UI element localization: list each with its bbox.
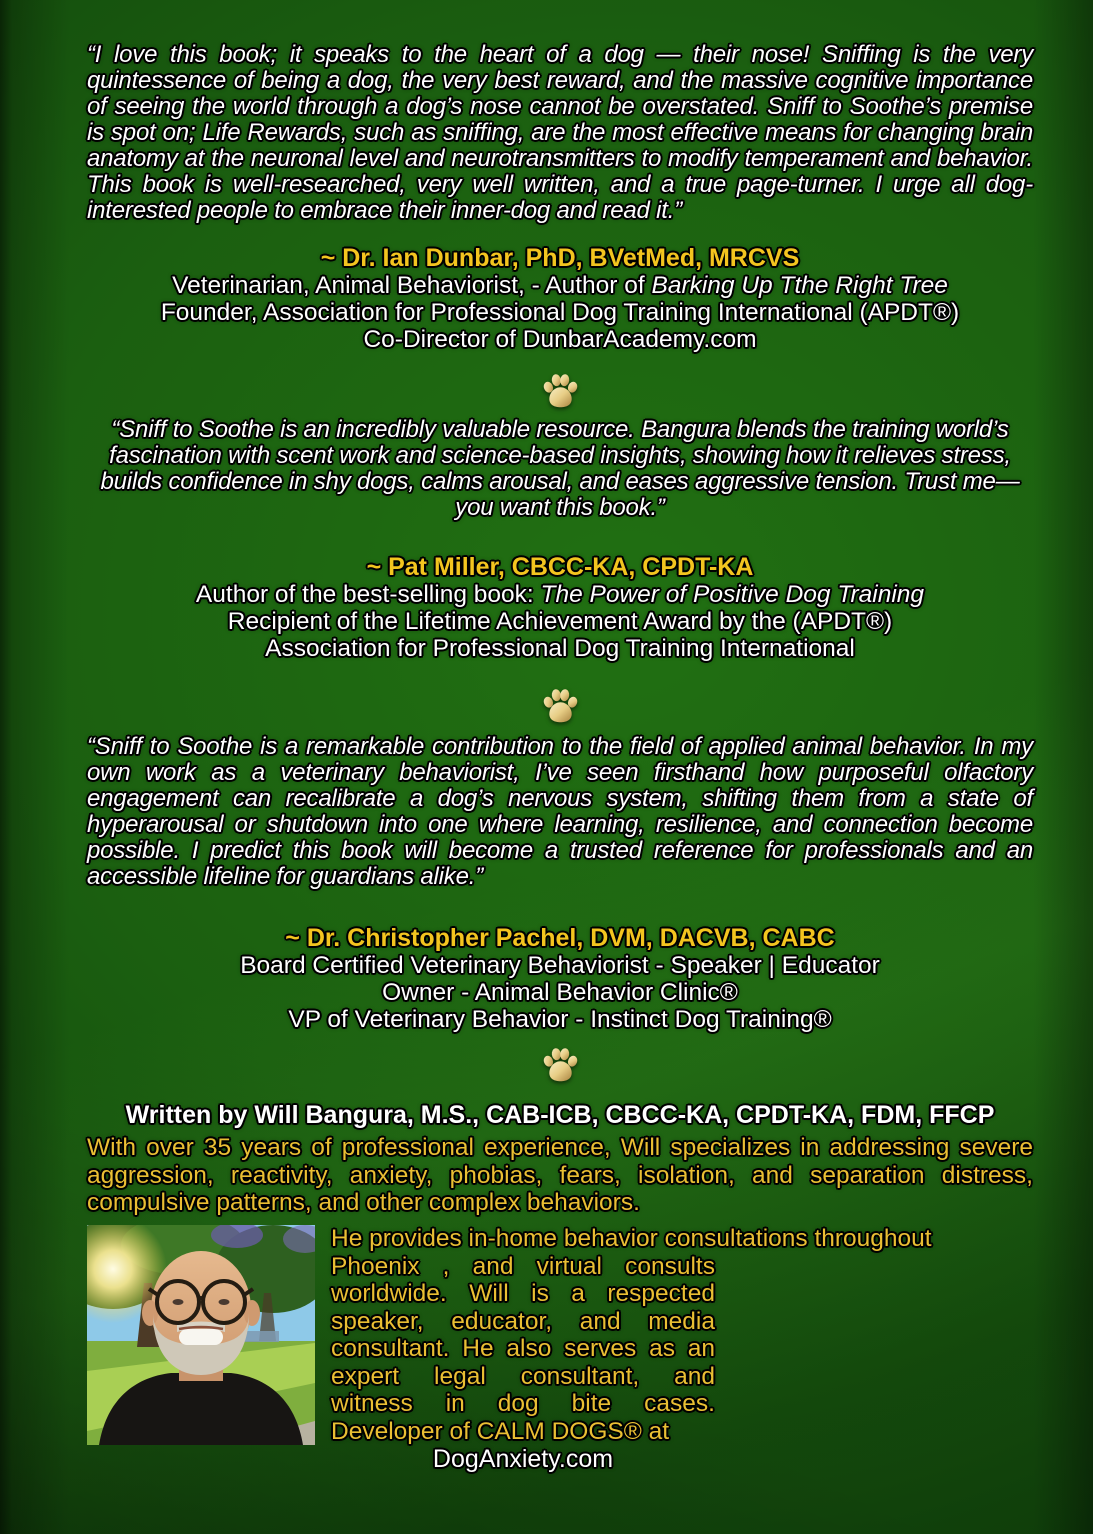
- bio-consult-line: He provides in-home behavior consultations throughout: [331, 1224, 932, 1252]
- testimonial-dunbar: [87, 42, 1033, 353]
- website-text: DogAnxiety.com: [432, 1445, 614, 1473]
- attribution-text: Veterinarian, Animal Behaviorist, - Author of: [172, 272, 652, 299]
- testimonial-miller: [87, 417, 1033, 662]
- book-title: The Power of Positive Dog Training: [540, 581, 925, 608]
- paw-print-icon: [87, 371, 1033, 409]
- attribution-line: [87, 272, 1033, 299]
- endorser-name: ~ Dr. Christopher Pachel, DVM, DACVB, CABC: [285, 924, 835, 952]
- testimonial-pachel: [87, 734, 1033, 1033]
- attribution-line: VP of Veterinary Behavior - Instinct Dog Training®: [288, 1006, 832, 1033]
- endorser-name: ~ Dr. Ian Dunbar, PhD, BVetMed, MRCVS: [320, 244, 800, 272]
- written-by-line: Written by Will Bangura, M.S., CAB-ICB, CBCC-KA, CPDT-KA, FDM, FFCP: [125, 1101, 995, 1129]
- quote-text-miller: “Sniff to Soothe is an incredibly valuable resource. Bangura blends the training world’s fascination with scent work and science-based insights, showing how it relieves stress, builds confidence in shy dogs, calms arousal, and eases aggressive tension. Trust me—you want this book.”: [100, 416, 1020, 521]
- attribution-line: Recipient of the Lifetime Achievement Award by the (APDT®): [227, 608, 893, 635]
- author-section: [87, 1101, 1033, 1474]
- book-title: Barking Up Tthe Right Tree: [651, 272, 948, 299]
- author-bio-row: [87, 1225, 1033, 1475]
- attribution-miller: [87, 553, 1033, 662]
- paw-print-icon: [87, 686, 1033, 724]
- paw-print-icon: [87, 1045, 1033, 1083]
- attribution-line: Co-Director of DunbarAcademy.com: [363, 326, 757, 353]
- attribution-line: [87, 581, 1033, 608]
- attribution-dunbar: [87, 244, 1033, 353]
- author-bio-text: [315, 1225, 932, 1475]
- bio-details: Phoenix , and virtual consults worldwide. Will is a respected speaker, educator, and media consultant. He also serves as an expert legal consultant, and witness in dog bite cases. Developer of CALM DOGS® at: [331, 1252, 715, 1445]
- attribution-line: Owner - Animal Behavior Clinic®: [382, 979, 738, 1006]
- quote-text-dunbar: “I love this book; it speaks to the heart of a dog — their nose! Sniffing is the very quintessence of being a dog, the very best reward, and the massive cognitive importance of seeing the world through a dog’s nose cannot be overstated. Sniff to Soothe’s premise is spot on; Life Rewards, such as sniffing, are the most effective means for changing brain anatomy at the neuronal level and neurotransmitters to modify temperament and behavior. This book is well-researched, very well written, and a true page-turner. I urge all dog-interested people to embrace their inner-dog and read it.”: [87, 41, 1033, 224]
- attribution-line: Association for Professional Dog Training International: [265, 635, 855, 662]
- attribution-line: Board Certified Veterinary Behaviorist - Speaker | Educator: [240, 952, 880, 979]
- attribution-pachel: [87, 924, 1033, 1033]
- author-photo: [87, 1225, 315, 1445]
- author-bio-intro: With over 35 years of professional experience, Will specializes in addressing severe aggression, reactivity, anxiety, phobias, fears, isolation, and separation distress, compulsive patterns, and other complex behaviors.: [87, 1134, 1033, 1216]
- quote-text-pachel: “Sniff to Soothe is a remarkable contribution to the field of applied animal behavior. In my own work as a veterinary behaviorist, I’ve seen firsthand how purposeful olfactory engagement can recalibrate a dog’s nervous system, shifting them from a state of hyperarousal or shutdown into one where learning, resilience, and connection become possible. I predict this book will become a trusted reference for professionals and an accessible lifeline for guardians alike.”: [87, 733, 1033, 890]
- attribution-line: Founder, Association for Professional Dog Training International (APDT®): [160, 299, 960, 326]
- endorser-name: ~ Pat Miller, CBCC-KA, CPDT-KA: [366, 553, 754, 581]
- attribution-text: Author of the best-selling book:: [195, 581, 541, 608]
